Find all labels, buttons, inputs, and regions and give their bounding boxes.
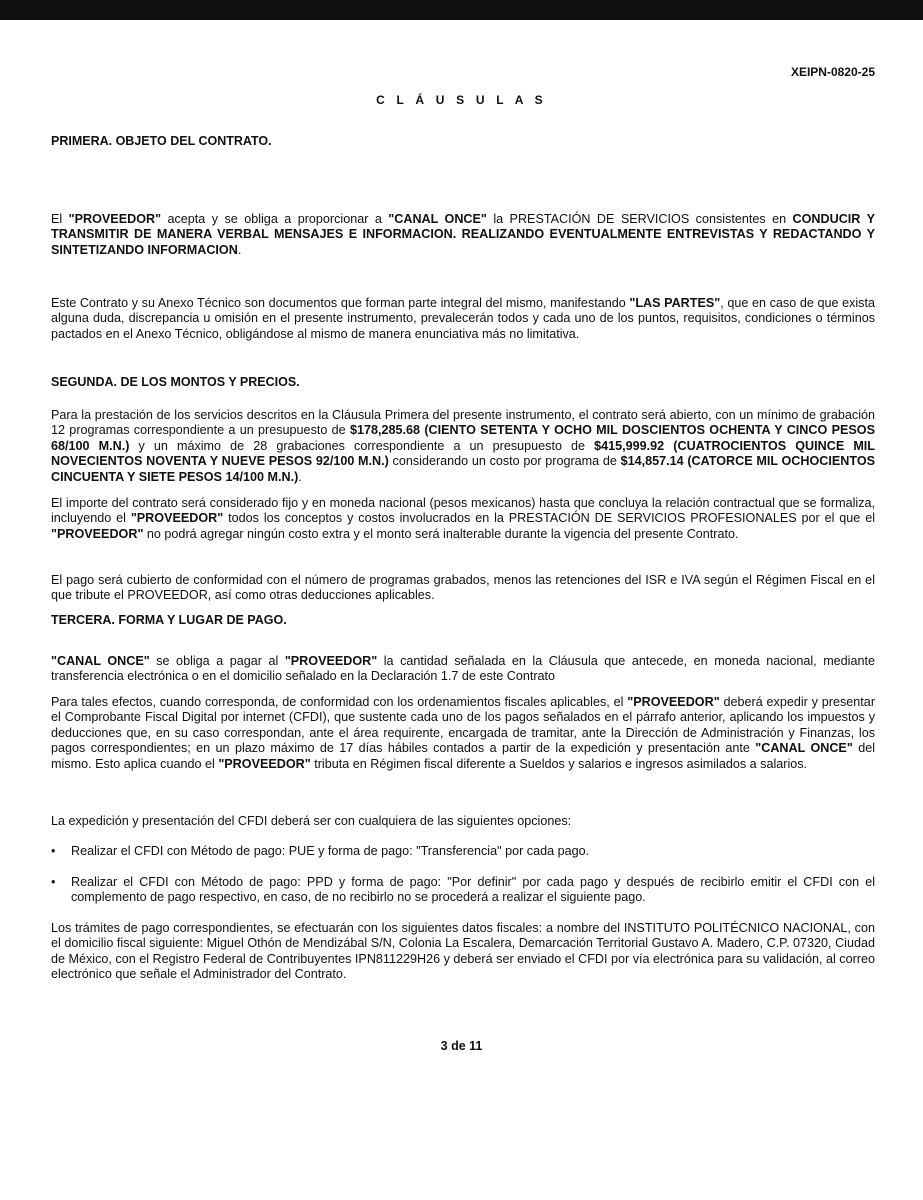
clausulas-title: C L Á U S U L A S [376, 93, 547, 107]
tercera-heading: TERCERA. FORMA Y LUGAR DE PAGO. [51, 613, 287, 627]
primera-paragraph-2: Este Contrato y su Anexo Técnico son documentos que forman parte integral del mismo, manifestando "LAS PARTES", que en caso de que exista alguna duda, discrepancia u omisión en el presente instrumento, prevalecerán todos y cada uno de los puntos, requisitos, condiciones o términos pactados en el Anexo Técnico, obligándose al mismo de manera enunciativa más no limitativa. [51, 296, 875, 341]
bold-text: "CANAL ONCE" [51, 654, 150, 668]
bold-text: $415,999.92 (CUATROCIENTOS QUINCE MIL NOVECIENTOS NOVENTA Y NUEVE PESOS 92/100 M.N.) [51, 438, 876, 469]
bold-text: "PROVEEDOR" [627, 695, 720, 709]
segunda-paragraph-3: El pago será cubierto de conformidad con el número de programas grabados, menos las retenciones del ISR e IVA según el Régimen Fiscal en el que tribute el PROVEEDOR, así como otras deducciones aplicables. [51, 573, 875, 603]
primera-heading: PRIMERA. OBJETO DEL CONTRATO. [51, 134, 272, 148]
segunda-paragraph-2: El importe del contrato será considerado fijo y en moneda nacional (pesos mexicanos) hasta que concluya la relación contractual que se formaliza, incluyendo el "PROVEEDOR" todos los conceptos y costos involucrados en la PRESTACIÓN DE SERVICIOS PROFESIONALES por el que el "PROVEEDOR" no podrá agregar ningún costo extra y el monto será inalterable durante la vigencia del presente Contrato. [51, 496, 876, 541]
tercera-paragraph-1: "CANAL ONCE" se obliga a pagar al "PROVEEDOR" la cantidad señalada en la Cláusula que antecede, en moneda nacional, mediante transferencia electrónica o en el domicilio señalado en la Declaración 1.7 de este Contrato [51, 654, 875, 684]
bullet-point: • [51, 844, 56, 858]
primera-paragraph-1: El "PROVEEDOR" acepta y se obliga a proporcionar a "CANAL ONCE" la PRESTACIÓN DE SERVICIOS consistentes en CONDUCIR Y TRANSMITIR DE MANERA VERBAL MENSAJES E INFORMACION. REALIZANDO EVENTUALMENTE ENTREVISTAS Y REDACTANDO Y SINTETIZANDO INFORMACION. [51, 212, 876, 257]
bullet-point: • [51, 875, 56, 889]
bold-text: "CANAL ONCE" [755, 741, 853, 756]
bold-text: "CANAL ONCE" [388, 212, 487, 226]
segunda-heading: SEGUNDA. DE LOS MONTOS Y PRECIOS. [51, 375, 300, 389]
bullet-item-1: Realizar el CFDI con Método de pago: PUE y forma de pago: "Transferencia" por cada pago. [71, 844, 590, 858]
page-number: 3 de 11 [440, 1039, 483, 1053]
bold-text: $14,857.14 (CATORCE MIL OCHOCIENTOS CINCUENTA Y SIETE PESOS 14/100 M.N.) [51, 454, 876, 484]
bold-text: "PROVEEDOR" [218, 756, 311, 771]
bullet-item-2: Realizar el CFDI con Método de pago: PPD y forma de pago: "Por definir" por cada pago y después de recibirlo emitir el CFDI con el complemento de pago respectivo, en caso, de no recibirlo no se procederá a realizar el siguiente pago. [71, 875, 875, 905]
bold-text: "LAS PARTES" [629, 296, 721, 310]
tercera-paragraph-3: La expedición y presentación del CFDI deberá ser con cualquiera de las siguientes opciones: [51, 814, 572, 828]
bold-text: "PROVEEDOR" [68, 212, 162, 226]
bold-text: $178,285.68 (CIENTO SETENTA Y OCHO MIL DOSCIENTOS OCHENTA Y CINCO PESOS 68/100 M.N.) [51, 423, 875, 453]
bold-text: CONDUCIR Y TRANSMITIR DE MANERA VERBAL MENSAJES E INFORMACION. REALIZANDO EVENTUALMENTE ENTREVISTAS Y REDACTANDO Y SINTETIZANDO INFORMACION [51, 212, 876, 257]
segunda-paragraph-1: Para la prestación de los servicios descritos en la Cláusula Primera del presente instrumento, el contrato será abierto, con un mínimo de grabación 12 programas correspondiente a un presupuesto de $178,285.68 (CIENTO SETENTA Y OCHO MIL DOSCIENTOS OCHENTA Y CINCO PESOS 68/100 M.N.) y un máximo de 28 grabaciones correspondiente a un presupuesto de $415,999.92 (CUATROCIENTOS QUINCE MIL NOVECIENTOS NOVENTA Y NUEVE PESOS 92/100 M.N.) considerando un costo por programa de $14,857.14 (CATORCE MIL OCHOCIENTOS CINCUENTA Y SIETE PESOS 14/100 M.N.). [51, 408, 876, 484]
bold-text: "PROVEEDOR" [284, 654, 378, 668]
document-reference: XEIPN-0820-25 [790, 65, 875, 79]
bold-text: "PROVEEDOR" [51, 526, 144, 541]
bold-text: "PROVEEDOR" [130, 511, 224, 526]
top-dark-bar [0, 0, 923, 20]
document-page [0, 20, 923, 1200]
tercera-paragraph-2: Para tales efectos, cuando corresponda, de conformidad con los ordenamientos fiscales aplicables, el "PROVEEDOR" deberá expedir y presentar el Comprobante Fiscal Digital por internet (CFDI), que sustente cada uno de los pagos señalados en el párrafo anterior, aplicando los impuestos y deducciones que, en su caso correspondan, ante el área requirente, encargada de tramitar, ante la Dirección de Administración y Finanzas, los pagos correspondientes; en un plazo máximo de 17 días hábiles contados a partir de la expedición y presentación ante "CANAL ONCE" del mismo. Esto aplica cuando el "PROVEEDOR" tributa en Régimen fiscal diferente a Sueldos y salarios e ingresos asimilados a salarios. [51, 695, 876, 771]
tercera-paragraph-4: Los trámites de pago correspondientes, se efectuarán con los siguientes datos fiscales: a nombre del INSTITUTO POLITÉCNICO NACIONAL, con el domicilio fiscal siguiente: Miguel Othón de Mendizábal S/N, Colonia La Escalera, Demarcación Territorial Gustavo A. Madero, C.P. 07320, Ciudad de México, con el Registro Federal de Contribuyentes IPN811229H26 y deberá ser enviado el CFDI por vía electrónica para su validación, al correo electrónico que señale el Administrador del Contrato. [51, 921, 875, 982]
